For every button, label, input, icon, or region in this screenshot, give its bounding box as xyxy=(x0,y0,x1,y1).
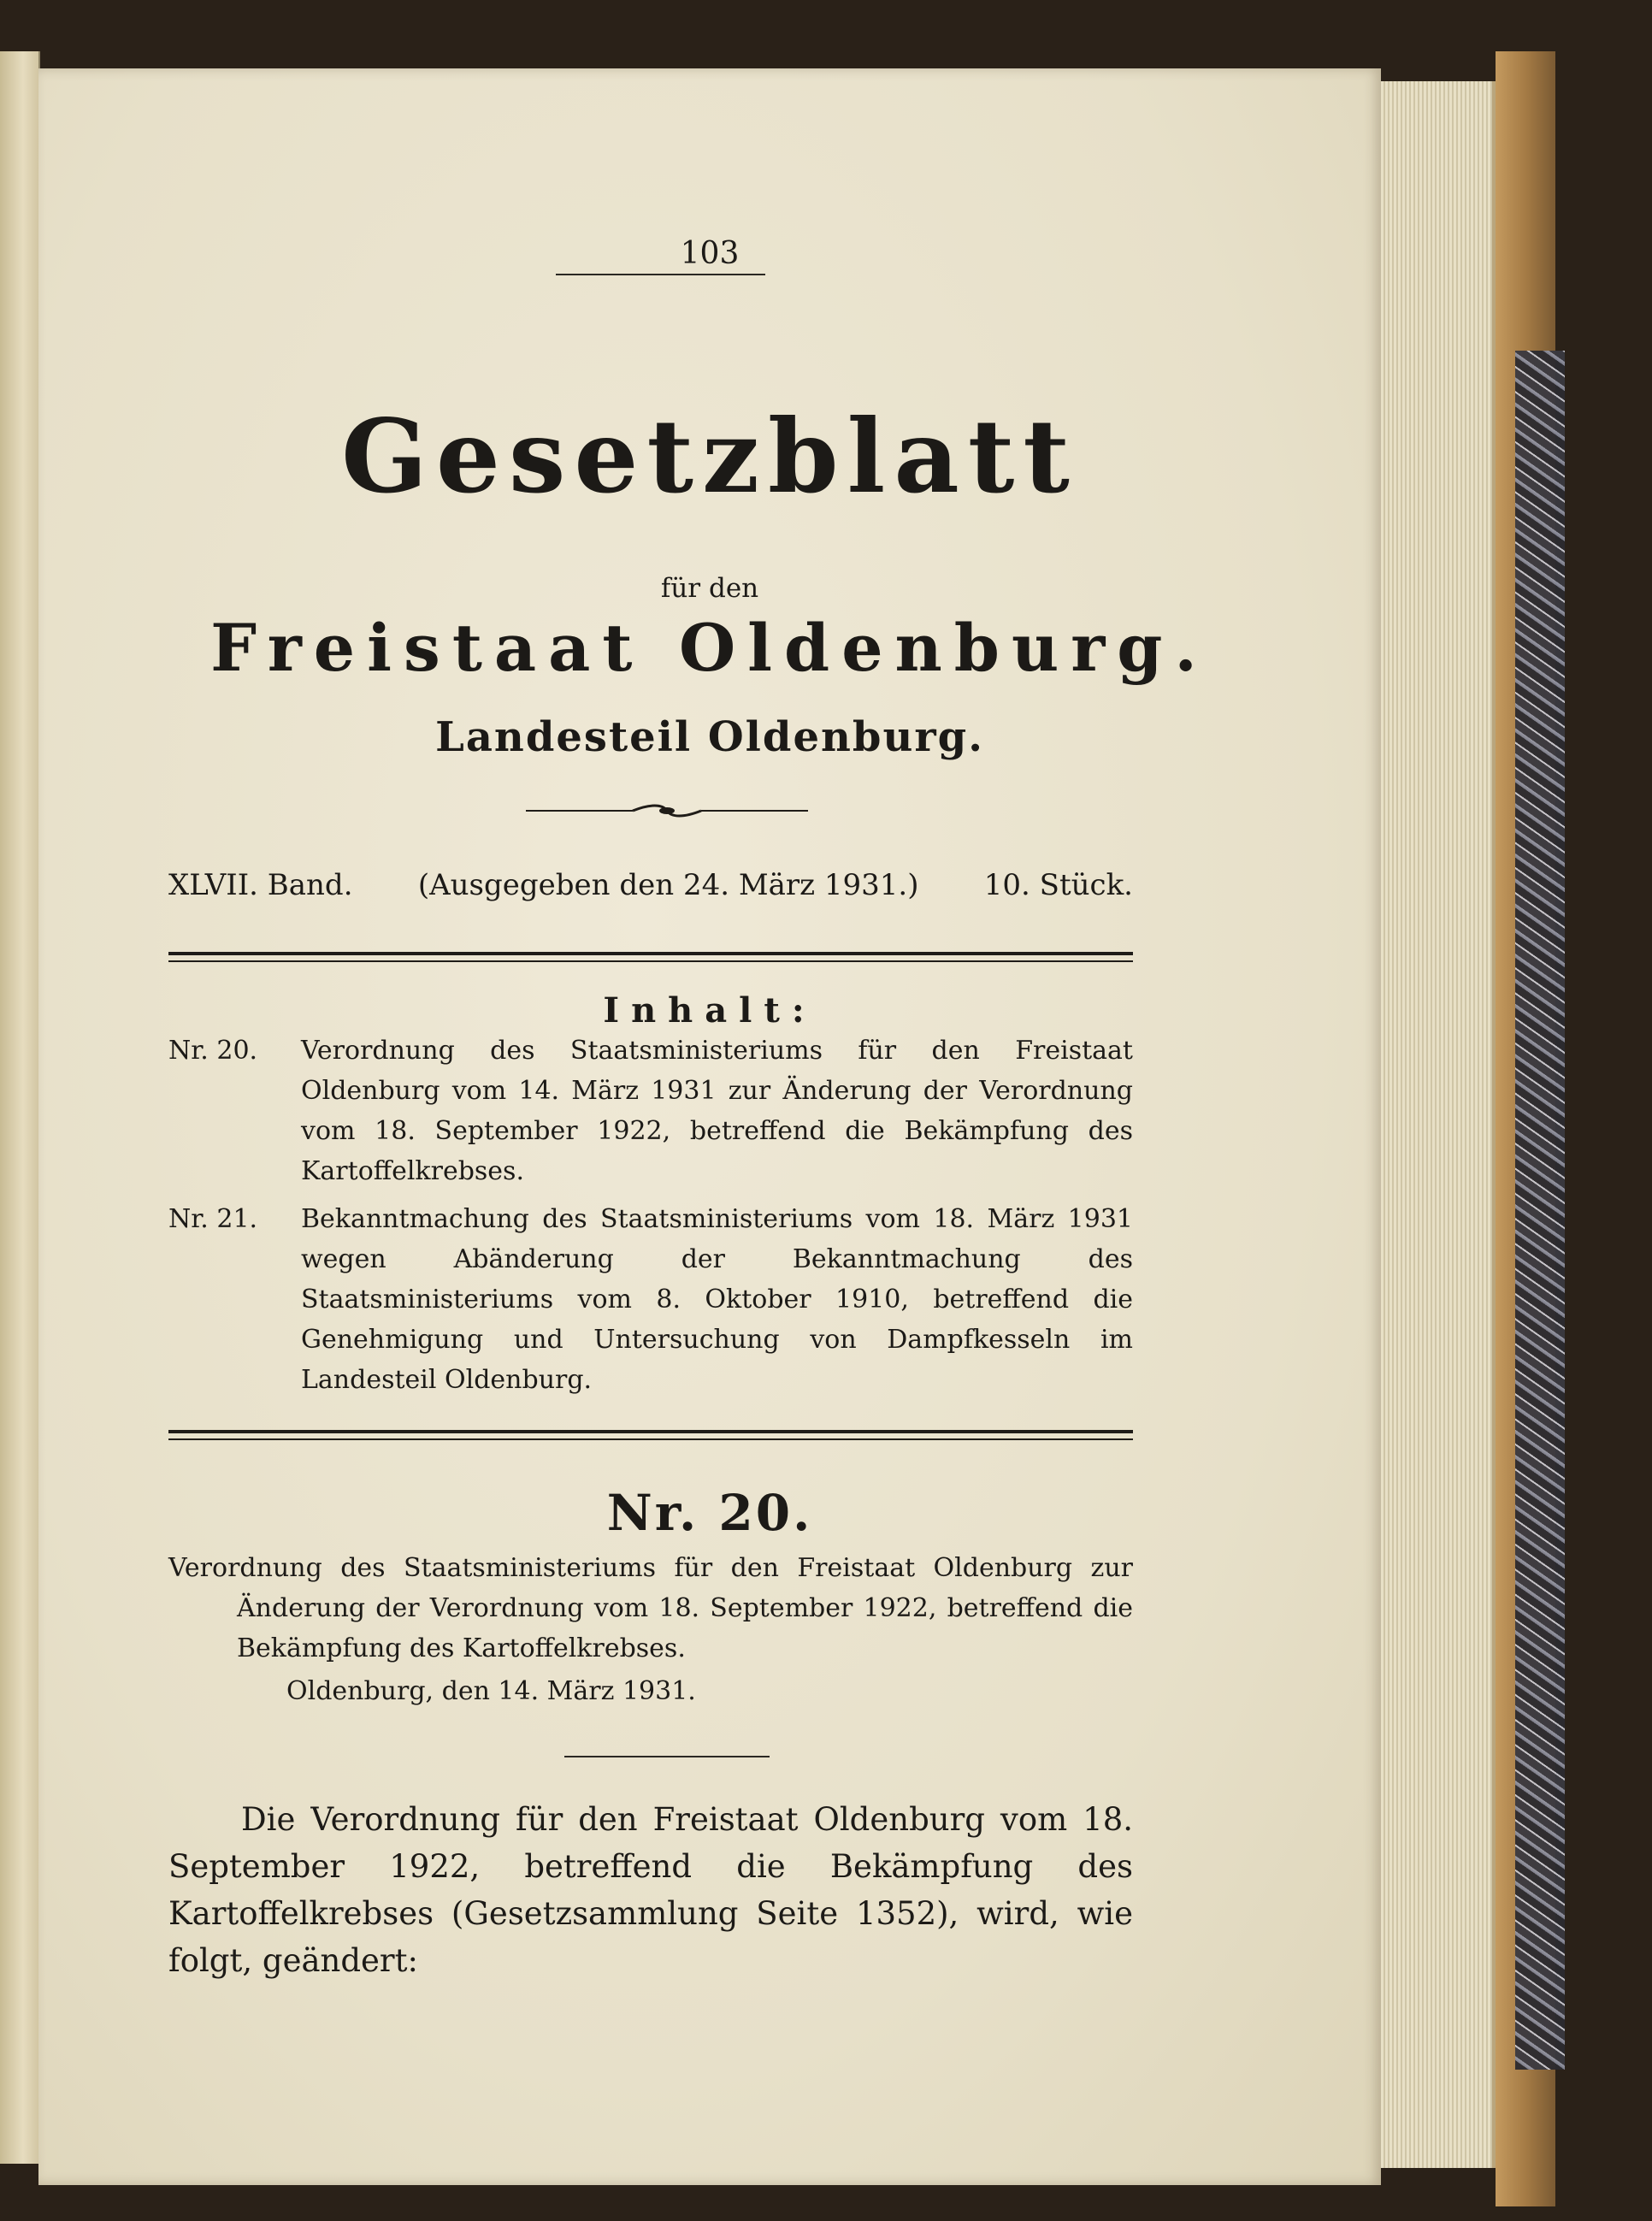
contents-heading: Inhalt: xyxy=(603,990,817,1031)
contents-rule-top xyxy=(168,952,1133,962)
date-line: Oldenburg, den 14. März 1931. xyxy=(286,1676,696,1706)
contents-entry-number: Nr. 21. xyxy=(168,1204,258,1234)
contents-entry-20 xyxy=(168,1031,1133,1202)
document-page xyxy=(38,68,1381,2185)
section-heading-rest: Änderung der Verordnung vom 18. September 1922, betreffend die Bekämpfung des Kartoffelkrebses. xyxy=(237,1593,1133,1663)
contents-entry-text: Bekanntmachung des Staatsministeriums vom 18. März 1931 wegen Abänderung der Bekanntmachung des Staatsministeriums vom 8. Oktober 1910, betreffend die Genehmigung und Untersuchung von Dampfkesseln im Landesteil Oldenburg. xyxy=(301,1204,1133,1395)
section-heading xyxy=(168,1548,1133,1669)
contents-entry-number: Nr. 20. xyxy=(168,1036,258,1066)
body-paragraph: Die Verordnung für den Freistaat Oldenburg vom 18. September 1922, betreffend die Bekämpfung des Kartoffelkrebses (Gesetzsammlung Seite 1352), wird, wie folgt, geändert: xyxy=(168,1801,1133,1979)
ornament-divider xyxy=(526,802,808,819)
masthead-subtitle: für den xyxy=(660,573,759,604)
contents-rule-bottom xyxy=(168,1430,1133,1440)
contents-entry-text: Verordnung des Staatsministeriums für den Freistaat Oldenburg vom 14. März 1931 zur Änderung der Verordnung vom 18. September 1922, betreffend die Bekämpfung des Kartoffelkrebses. xyxy=(301,1036,1133,1186)
page-number-rule xyxy=(556,274,765,275)
left-page-edge xyxy=(0,51,40,2164)
contents-entry-21 xyxy=(168,1199,1133,1413)
volume-label: XLVII. Band. xyxy=(168,868,353,902)
issue-line xyxy=(168,868,1133,902)
page-stack-edge xyxy=(1381,81,1496,2168)
state-name: Freistaat Oldenburg. xyxy=(210,610,1209,686)
marbled-cover xyxy=(1515,351,1565,2070)
section-title: Nr. 20. xyxy=(606,1484,813,1542)
masthead-title: Gesetzblatt xyxy=(341,397,1078,516)
section-heading-first-line: Verordnung des Staatsministeriums für den Freistaat Oldenburg zur xyxy=(168,1553,1133,1583)
page-number: 103 xyxy=(680,236,740,271)
body-rule xyxy=(564,1756,770,1757)
issue-part: 10. Stück. xyxy=(983,868,1133,902)
region-name: Landesteil Oldenburg. xyxy=(435,713,984,761)
issue-date: (Ausgegeben den 24. März 1931.) xyxy=(417,868,919,902)
